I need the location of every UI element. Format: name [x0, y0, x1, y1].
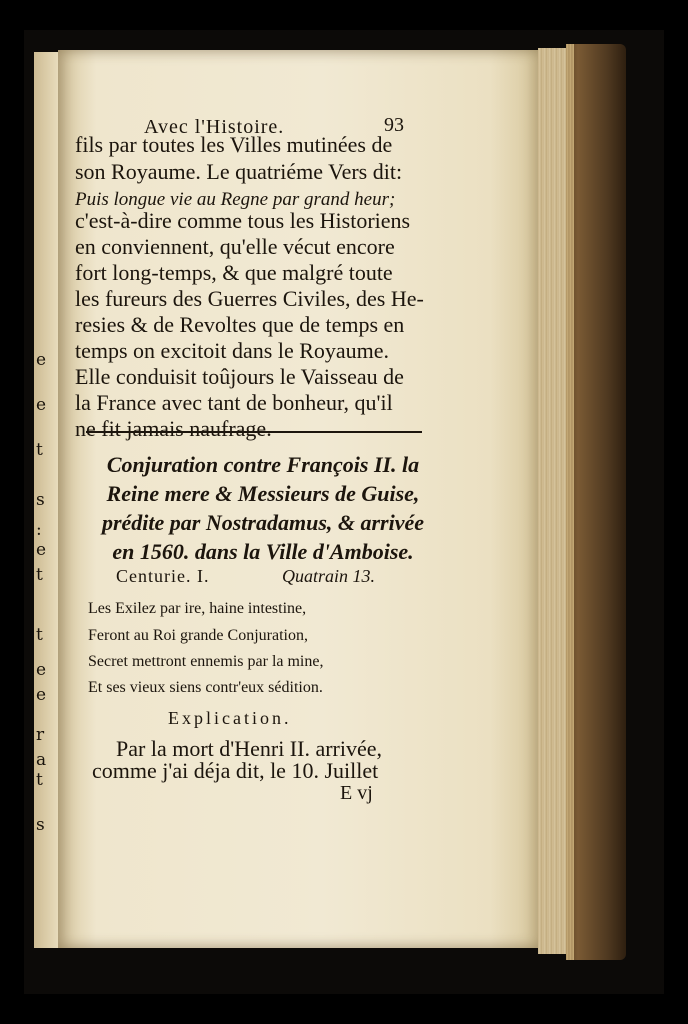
cover-edge: [566, 44, 574, 960]
verse-line: Et ses vieux siens contr'eux sédition.: [88, 679, 323, 696]
margin-letter: t: [36, 625, 43, 645]
verse-line: Secret mettront ennemis par la mine,: [88, 653, 324, 670]
margin-letter: e: [36, 350, 47, 370]
centurie-label: Centurie. I.: [116, 566, 210, 586]
margin-letter: e: [36, 660, 47, 680]
margin-letter: t: [36, 770, 43, 790]
body-line: c'est-à-dire comme tous les Historiens: [75, 208, 411, 233]
section-heading-line: en 1560. dans la Ville d'Amboise.: [112, 539, 414, 564]
explication-line: Par la mort d'Henri II. arrivée,: [116, 736, 383, 761]
body-line: Elle conduisit toûjours le Vaisseau de: [75, 364, 404, 389]
margin-letter: e: [36, 685, 47, 705]
section-heading-line: Conjuration contre François II. la: [106, 452, 420, 477]
section-heading-line: prédite par Nostradamus, & arrivée: [101, 510, 425, 535]
verse-line: Les Exilez par ire, haine intestine,: [88, 600, 307, 617]
explication-line: comme j'ai déja dit, le 10. Juillet: [92, 758, 379, 783]
body-line: fort long-temps, & que malgré toute: [75, 260, 393, 285]
margin-letter: :: [36, 520, 42, 540]
explication-title: Explication.: [168, 708, 292, 728]
body-line: en conviennent, qu'elle vécut encore: [75, 234, 395, 259]
margin-letter: r: [36, 725, 45, 745]
catchword: E vj: [340, 782, 373, 804]
verse-line: Feront au Roi grande Conjuration,: [88, 627, 308, 644]
margin-letter: e: [36, 540, 47, 560]
body-line: fils par toutes les Villes mutinées de: [75, 132, 393, 157]
body-line: temps on excitoit dans le Royaume.: [75, 338, 390, 363]
margin-letter: a: [36, 750, 47, 770]
section-rule: [86, 431, 422, 433]
page-number: 93: [384, 114, 404, 136]
margin-letter: t: [36, 440, 43, 460]
margin-letter: s: [36, 815, 45, 835]
margin-letter: e: [36, 395, 47, 415]
quatrain-label: Quatrain 13.: [282, 566, 376, 586]
body-line: les fureurs des Guerres Civiles, des He-: [75, 286, 424, 311]
section-heading-line: Reine mere & Messieurs de Guise,: [106, 481, 420, 506]
body-line: la France avec tant de bonheur, qu'il: [75, 390, 393, 415]
margin-letter: s: [36, 490, 45, 510]
book-cover: [566, 44, 626, 960]
running-header: Avec l'Histoire.: [144, 116, 285, 138]
page-block-edge: [538, 48, 568, 954]
body-line: Puis longue vie au Regne par grand heur;: [75, 189, 396, 210]
margin-letter: t: [36, 565, 43, 585]
body-line: resies & de Revoltes que de temps en: [75, 312, 405, 337]
body-line: ne fit jamais naufrage.: [75, 416, 272, 441]
body-line: son Royaume. Le quatriéme Vers dit:: [75, 159, 403, 184]
